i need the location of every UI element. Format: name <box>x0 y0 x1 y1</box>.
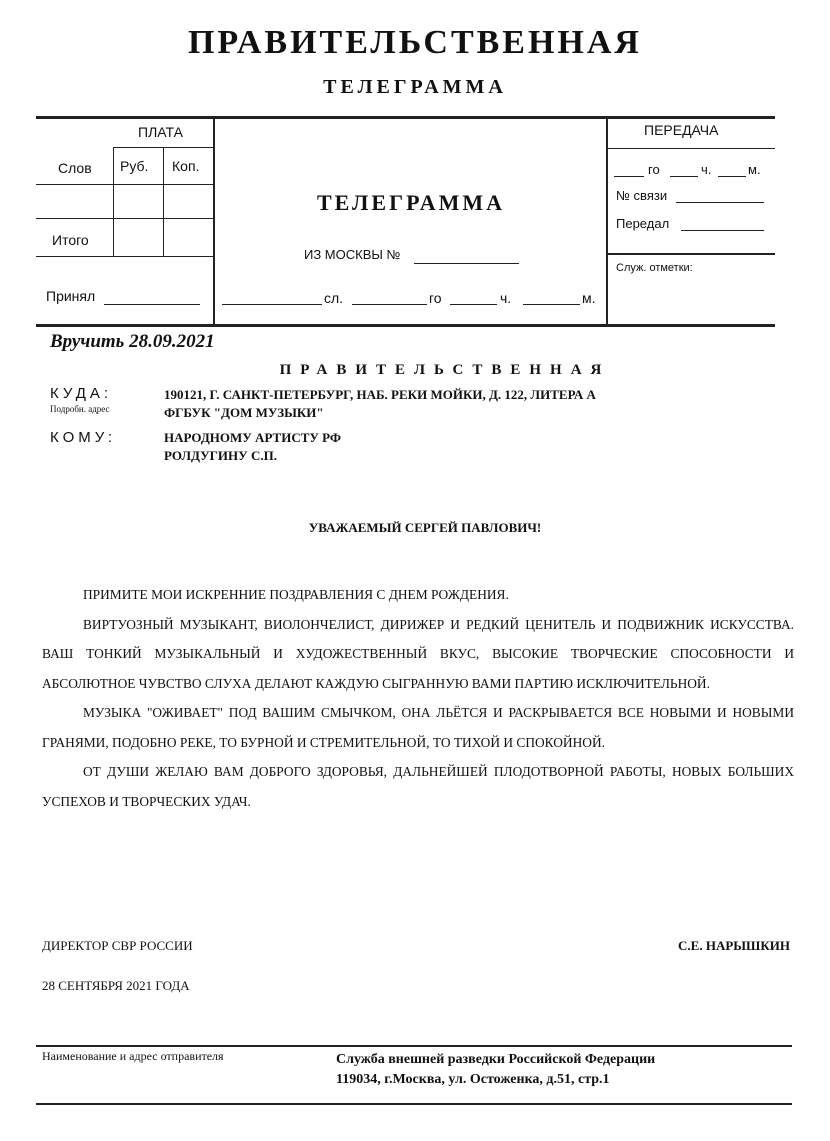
grid-line <box>608 148 775 149</box>
signature-date: 28 СЕНТЯБРЯ 2021 ГОДА <box>42 978 190 993</box>
kuda-sub-label: Подробн. адрес <box>50 404 110 414</box>
grid-line <box>608 253 775 255</box>
peredal-label: Передал <box>616 216 670 231</box>
blank-underline <box>614 176 644 177</box>
blank-underline <box>718 176 746 177</box>
paragraph-4: ОТ ДУШИ ЖЕЛАЮ ВАМ ДОБРОГО ЗДОРОВЬЯ, ДАЛЬНЕЙШЕЙ ПЛОДОТВОРНОЙ РАБОТЫ, НОВЫХ БОЛЬШИХ УСПЕХОВ И ТВОРЧЕСКИХ УДАЧ. <box>42 764 794 809</box>
right-ch-label: ч. <box>701 162 712 177</box>
sender-top-rule <box>36 1045 792 1047</box>
sender-line-2: 119034, г.Москва, ул. Остоженка, д.51, стр.1 <box>336 1072 610 1087</box>
sl-label: сл. <box>324 290 344 306</box>
paragraph-2: ВИРТУОЗНЫЙ МУЗЫКАНТ, ВИОЛОНЧЕЛИСТ, ДИРИЖЕР И РЕДКИЙ ЦЕНИТЕЛЬ И ПОДВИЖНИК ИСКУССТВА. ВАШ ТОНКИЙ МУЗЫКАЛЬНЫЙ И ХУДОЖЕСТВЕННЫЙ ВКУС, ВЫСОКИЕ ТВОРЧЕСКИЕ СПОСОБНОСТИ И АБСОЛЮТНОЕ ЧУВСТВО СЛУХА ДЕЛАЮТ КАЖДУЮ СЫГРАННУЮ ВАМИ ПАРТИЮ ИСКЛЮЧИТЕЛЬНОЙ. <box>42 616 794 691</box>
right-go-label: го <box>648 162 660 177</box>
telegram-category: ПРАВИТЕЛЬСТВЕННАЯ <box>279 362 611 378</box>
grid-line <box>36 184 214 185</box>
grid-line <box>36 218 214 219</box>
document-title: ПРАВИТЕЛЬСТВЕННАЯ <box>187 24 642 61</box>
blank-underline <box>104 304 200 305</box>
plata-label: ПЛАТА <box>138 124 183 140</box>
grid-line <box>36 256 214 257</box>
no-svyazi-label: № связи <box>616 188 668 203</box>
slov-label: Слов <box>58 160 92 176</box>
signer-name: С.Е. НАРЫШКИН <box>678 938 790 953</box>
grid-line <box>113 147 114 256</box>
itogo-label: Итого <box>52 232 89 248</box>
blank-underline <box>450 304 497 305</box>
grid-line <box>606 117 608 325</box>
blank-underline <box>676 202 764 203</box>
komu-label: КОМУ: <box>50 429 117 446</box>
prinyal-label: Принял <box>46 288 96 304</box>
peredacha-label: ПЕРЕДАЧА <box>644 122 719 138</box>
sender-label: Наименование и адрес отправителя <box>42 1049 224 1063</box>
go-label: го <box>429 290 442 306</box>
recipient-line-2: РОЛДУГИНУ С.П. <box>164 448 277 463</box>
telegram-body <box>42 580 794 816</box>
ch-label: ч. <box>500 290 512 306</box>
right-m-label: м. <box>748 162 761 177</box>
blank-telegram-title: ТЕЛЕГРАММА <box>316 190 506 215</box>
iz-moskvy-label: ИЗ МОСКВЫ № <box>304 247 401 262</box>
m-label: м. <box>582 290 596 306</box>
recipient-line-1: НАРОДНОМУ АРТИСТУ РФ <box>164 430 342 445</box>
grid-line <box>163 147 164 256</box>
paragraph-3: МУЗЫКА "ОЖИВАЕТ" ПОД ВАШИМ СМЫЧКОМ, ОНА ЛЬЁТСЯ И РАСКРЫВАЕТСЯ ВСЕ НОВЫМИ И НОВЫМИ ГРАНЯМИ, ПОДОБНО РЕКЕ, ТО БУРНОЙ И СТРЕМИТЕЛЬНОЙ, ТО ТИХОЙ И СПОКОЙНОЙ. <box>42 705 794 750</box>
sender-line-1: Служба внешней разведки Российской Федерации <box>336 1052 656 1067</box>
paragraph-1: ПРИМИТЕ МОИ ИСКРЕННИЕ ПОЗДРАВЛЕНИЯ С ДНЕМ РОЖДЕНИЯ. <box>83 587 509 602</box>
form-bottom-rule <box>36 324 775 327</box>
address-line-2: ФГБУК "ДОМ МУЗЫКИ" <box>164 405 324 420</box>
form-top-rule <box>36 116 775 119</box>
deliver-date: Вручить 28.09.2021 <box>50 331 215 352</box>
blank-underline <box>352 304 427 305</box>
signer-position: ДИРЕКТОР СВР РОССИИ <box>42 938 193 953</box>
grid-line <box>213 117 215 325</box>
blank-underline <box>222 304 322 305</box>
address-line-1: 190121, Г. САНКТ-ПЕТЕРБУРГ, НАБ. РЕКИ МОЙКИ, Д. 122, ЛИТЕРА А <box>164 387 596 402</box>
sender-bottom-rule <box>36 1103 792 1105</box>
kuda-label: КУДА: <box>50 385 113 402</box>
blank-underline <box>670 176 698 177</box>
rub-label: Руб. <box>120 158 149 174</box>
document-subtitle: ТЕЛЕГРАММА <box>323 76 507 98</box>
grid-line <box>114 147 214 148</box>
blank-underline <box>414 263 519 264</box>
blank-underline <box>523 304 580 305</box>
kop-label: Коп. <box>172 158 200 174</box>
greeting: УВАЖАЕМЫЙ СЕРГЕЙ ПАВЛОВИЧ! <box>308 520 542 535</box>
blank-underline <box>681 230 764 231</box>
sluzh-otmetki-label: Служ. отметки: <box>616 262 693 274</box>
